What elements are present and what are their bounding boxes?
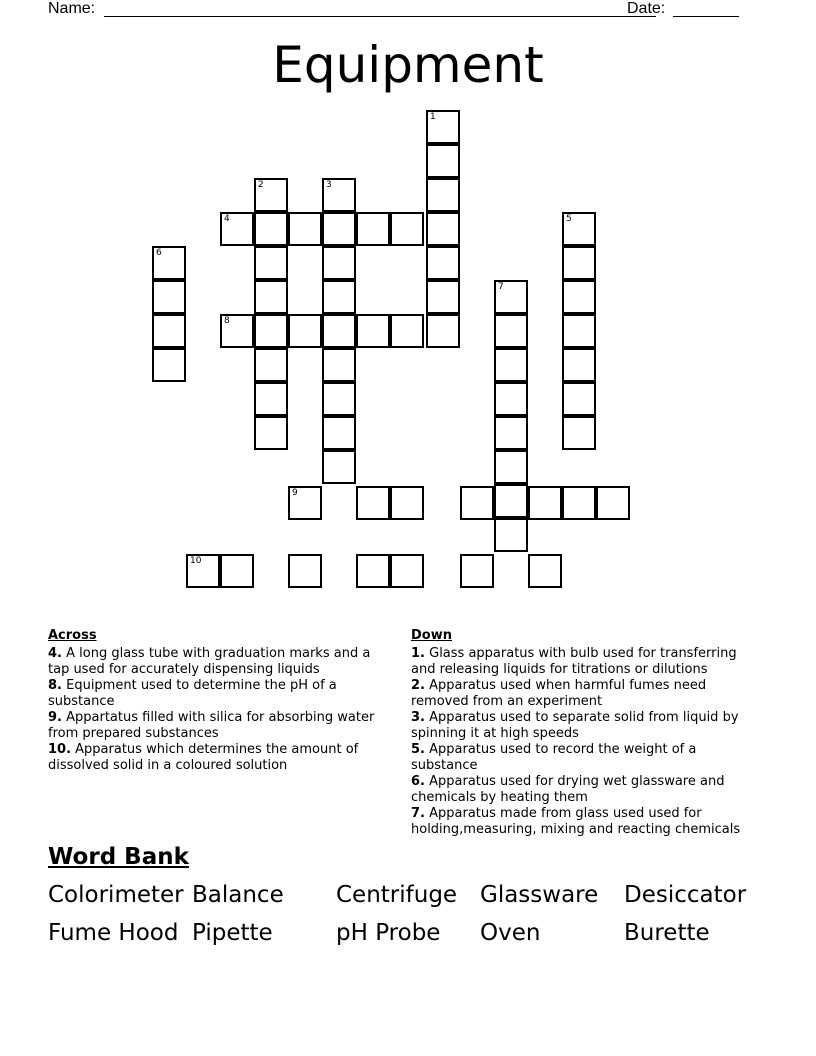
across-clue: [48, 742, 388, 774]
crossword-cell[interactable]: [494, 280, 528, 314]
down-list: [411, 646, 761, 838]
crossword-cell[interactable]: [460, 554, 494, 588]
crossword-cell[interactable]: [426, 110, 460, 144]
crossword-cell[interactable]: [494, 416, 528, 450]
crossword-cell[interactable]: [356, 554, 390, 588]
crossword-cell[interactable]: [528, 486, 562, 520]
crossword-cell[interactable]: [356, 212, 390, 246]
clue-text: Apparatus used to separate solid from liquid by spinning it at high speeds: [411, 710, 739, 741]
clue-number: 9.: [48, 710, 62, 725]
crossword-cell[interactable]: [322, 348, 356, 382]
clue-text: Appartatus filled with silica for absorbing water from prepared substances: [48, 710, 375, 741]
down-clue: [411, 806, 761, 838]
crossword-cell[interactable]: [494, 518, 528, 552]
crossword-cell[interactable]: [494, 314, 528, 348]
word-bank-title: Word Bank: [48, 844, 189, 870]
crossword-cell[interactable]: [562, 416, 596, 450]
word-bank-item: Glassware: [480, 882, 599, 908]
clue-text: Apparatus used when harmful fumes need removed from an experiment: [411, 678, 707, 709]
clue-text: Apparatus used to record the weight of a substance: [411, 742, 697, 773]
cell-number: 8: [224, 316, 230, 326]
page-title: Equipment: [272, 36, 544, 94]
cell-number: 5: [566, 214, 572, 224]
word-bank-item: Colorimeter: [48, 882, 184, 908]
across-clue: [48, 710, 388, 742]
crossword-cell[interactable]: [390, 554, 424, 588]
crossword-cell[interactable]: [186, 554, 220, 588]
crossword-cell[interactable]: [426, 280, 460, 314]
clue-text: Glass apparatus with bulb used for transferring and releasing liquids for titrations or dilutions: [411, 646, 737, 677]
crossword-cell[interactable]: [152, 280, 186, 314]
cell-number: 4: [224, 214, 230, 224]
crossword-cell[interactable]: [254, 382, 288, 416]
down-clue: [411, 646, 761, 678]
crossword-cell[interactable]: [220, 212, 254, 246]
crossword-cell[interactable]: [254, 348, 288, 382]
word-bank-item: pH Probe: [336, 920, 441, 946]
word-bank-item: Centrifuge: [336, 882, 458, 908]
clue-number: 1.: [411, 646, 425, 661]
cell-number: 3: [326, 180, 332, 190]
crossword-cell[interactable]: [494, 348, 528, 382]
crossword-cell[interactable]: [562, 212, 596, 246]
crossword-cell[interactable]: [562, 486, 596, 520]
cell-number: 10: [190, 556, 202, 566]
clue-number: 5.: [411, 742, 425, 757]
down-clue: [411, 742, 761, 774]
across-clues: [48, 628, 388, 774]
crossword-cell[interactable]: [356, 314, 390, 348]
crossword-cell[interactable]: [288, 212, 322, 246]
crossword-cell[interactable]: [322, 178, 356, 212]
crossword-cell[interactable]: [426, 144, 460, 178]
word-bank-item: Pipette: [192, 920, 273, 946]
crossword-cell[interactable]: [254, 212, 288, 246]
cell-number: 9: [292, 488, 298, 498]
crossword-cell[interactable]: [254, 416, 288, 450]
crossword-cell[interactable]: [390, 486, 424, 520]
clue-text: Apparatus used for drying wet glassware and chemicals by heating them: [411, 774, 725, 805]
word-bank-item: Oven: [480, 920, 541, 946]
crossword-cell[interactable]: [494, 450, 528, 484]
crossword-cell[interactable]: [426, 314, 460, 348]
crossword-cell[interactable]: [322, 314, 356, 348]
word-bank-item: Balance: [192, 882, 284, 908]
crossword-cell[interactable]: [562, 348, 596, 382]
clue-text: A long glass tube with graduation marks and a tap used for accurately dispensing liquids: [48, 646, 371, 677]
down-clue: [411, 710, 761, 742]
across-clue: [48, 678, 388, 710]
word-bank-item: Fume Hood: [48, 920, 179, 946]
clue-number: 6.: [411, 774, 425, 789]
crossword-cell[interactable]: [562, 246, 596, 280]
down-clues: [411, 628, 761, 838]
crossword-cell[interactable]: [322, 382, 356, 416]
crossword-cell[interactable]: [220, 554, 254, 588]
crossword-cell[interactable]: [356, 486, 390, 520]
crossword-cell[interactable]: [562, 314, 596, 348]
crossword-cell[interactable]: [322, 416, 356, 450]
crossword-cell[interactable]: [288, 314, 322, 348]
clue-number: 4.: [48, 646, 62, 661]
date-label: Date:: [627, 0, 666, 17]
crossword-cell[interactable]: [322, 246, 356, 280]
word-bank-item: Desiccator: [624, 882, 747, 908]
crossword-cell[interactable]: [288, 554, 322, 588]
across-heading: Across: [48, 628, 97, 643]
clue-text: Apparatus which determines the amount of dissolved solid in a coloured solution: [48, 742, 359, 773]
clue-number: 8.: [48, 678, 62, 693]
crossword-cell[interactable]: [152, 246, 186, 280]
cell-number: 6: [156, 248, 162, 258]
crossword-cell[interactable]: [494, 484, 528, 518]
crossword-cell[interactable]: [322, 280, 356, 314]
crossword-cell[interactable]: [322, 212, 356, 246]
crossword-cell[interactable]: [562, 280, 596, 314]
crossword-cell[interactable]: [426, 178, 460, 212]
word-bank-item: Burette: [624, 920, 710, 946]
cell-number: 2: [258, 180, 264, 190]
name-label: Name:: [48, 0, 96, 17]
crossword-cell[interactable]: [460, 486, 494, 520]
crossword-cell[interactable]: [596, 486, 630, 520]
clue-number: 10.: [48, 742, 72, 757]
crossword-cell[interactable]: [254, 280, 288, 314]
down-clue: [411, 774, 761, 806]
clue-number: 3.: [411, 710, 425, 725]
across-clue: [48, 646, 388, 678]
crossword-cell[interactable]: [322, 450, 356, 484]
crossword-cell[interactable]: [254, 314, 288, 348]
clue-number: 7.: [411, 806, 425, 821]
crossword-cell[interactable]: [254, 246, 288, 280]
crossword-cell[interactable]: [528, 554, 562, 588]
crossword-cell[interactable]: [152, 314, 186, 348]
clue-number: 2.: [411, 678, 425, 693]
cell-number: 7: [498, 282, 504, 292]
cell-number: 1: [430, 112, 436, 122]
crossword-cell[interactable]: [562, 382, 596, 416]
crossword-cell[interactable]: [390, 314, 424, 348]
crossword-cell[interactable]: [254, 178, 288, 212]
across-list: [48, 646, 388, 774]
clue-text: Apparatus made from glass used used for holding,measuring, mixing and reacting chemicals: [411, 806, 741, 837]
clue-text: Equipment used to determine the pH of a substance: [48, 678, 337, 709]
crossword-cell[interactable]: [494, 382, 528, 416]
crossword-cell[interactable]: [288, 486, 322, 520]
crossword-cell[interactable]: [426, 246, 460, 280]
crossword-cell[interactable]: [220, 314, 254, 348]
crossword-cell[interactable]: [426, 212, 460, 246]
down-heading: Down: [411, 628, 452, 643]
crossword-cell[interactable]: [152, 348, 186, 382]
down-clue: [411, 678, 761, 710]
crossword-cell[interactable]: [390, 212, 424, 246]
